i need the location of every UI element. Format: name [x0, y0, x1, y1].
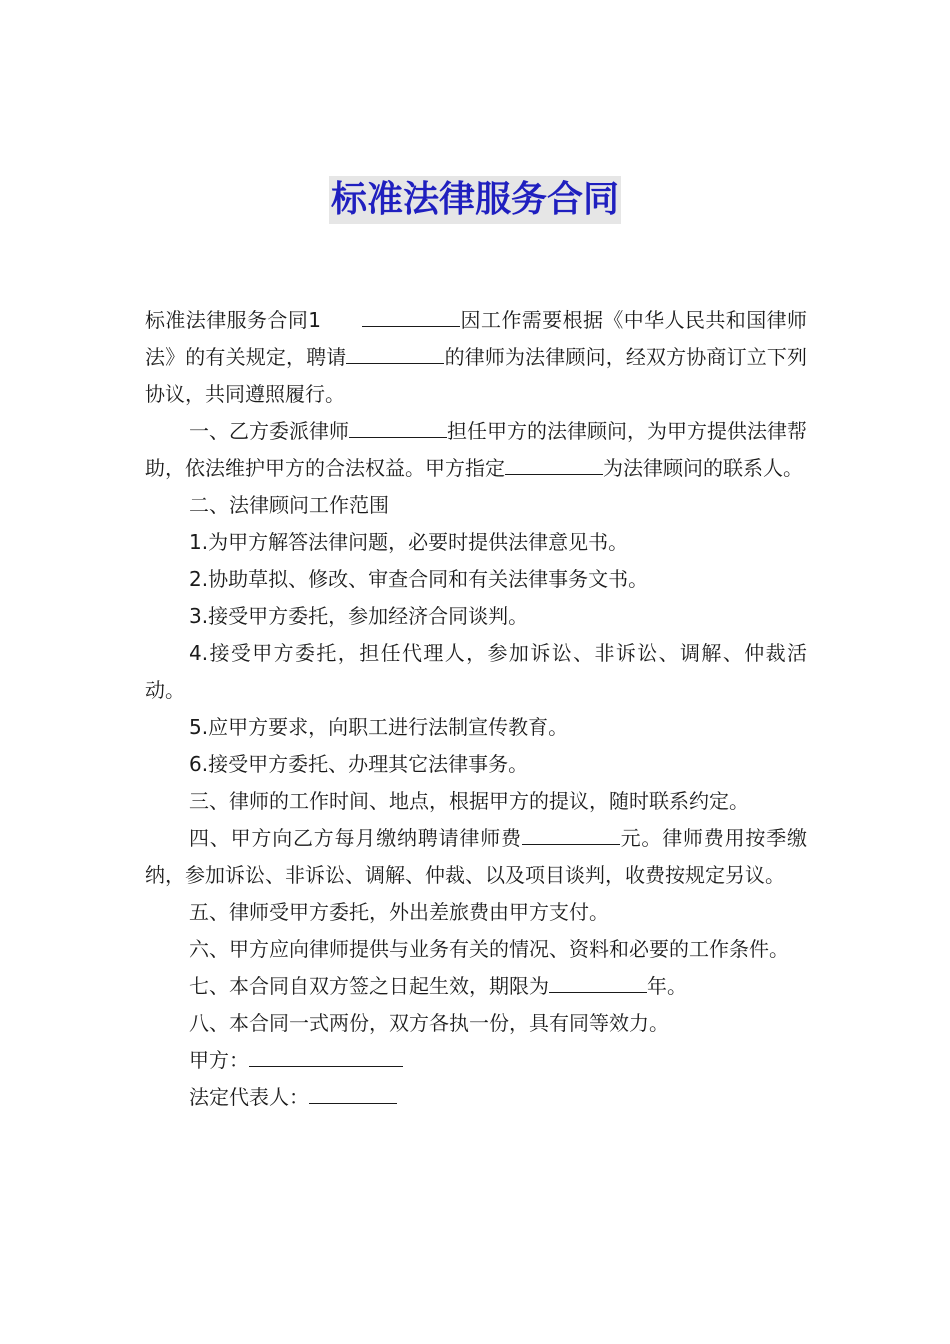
document-title: 标准法律服务合同: [329, 176, 621, 224]
legal-rep-signature-blank: [309, 1081, 397, 1104]
clause-7: [145, 968, 807, 1005]
party-a-signature-blank: [249, 1044, 403, 1067]
blank-field: [349, 415, 447, 438]
blank-field: [346, 341, 444, 364]
clause-7-text-a: 七、本合同自双方签之日起生效，期限为: [189, 974, 549, 998]
clause-3: 三、律师的工作时间、地点，根据甲方的提议，随时联系约定。: [189, 789, 749, 813]
blank-field: [362, 304, 460, 327]
clause-1-text-a: 一、乙方委派律师: [189, 419, 349, 443]
clause-1-text-b: 担任甲方的法律顾问，为甲方提供法律帮助，依法维护甲方的合法权益。甲方指定: [145, 419, 807, 480]
intro-paragraph: [145, 302, 807, 413]
clause-5: 五、律师受甲方委托，外出差旅费由甲方支付。: [189, 900, 609, 924]
clause-1: [145, 413, 807, 487]
scope-item: 6.接受甲方委托、办理其它法律事务。: [189, 752, 529, 776]
clause-4-text-b: 元。律师费用按季缴纳，参加诉讼、非诉讼、调解、仲裁、以及项目谈判，收费按规定另议。: [145, 826, 808, 887]
document-body: [145, 302, 807, 1116]
scope-item: 3.接受甲方委托，参加经济合同谈判。: [189, 604, 529, 628]
title-area: [0, 176, 950, 224]
blank-field: [549, 970, 647, 993]
party-a-label: 甲方：: [189, 1048, 249, 1072]
clause-4-text-a: 四、甲方向乙方每月缴纳聘请律师费: [189, 826, 522, 850]
clause-6: 六、甲方应向律师提供与业务有关的情况、资料和必要的工作条件。: [189, 937, 789, 961]
clause-1-text-c: 为法律顾问的联系人。: [603, 456, 803, 480]
clause-4: [145, 820, 807, 894]
clause-7-text-b: 年。: [647, 974, 687, 998]
clause-2-heading: 二、法律顾问工作范围: [189, 493, 389, 517]
legal-rep-line: [145, 1079, 807, 1116]
intro-text-b: 因工作需要根据《中华人民共和国律师法》的有关规定，聘请: [145, 308, 807, 369]
scope-item: 1.为甲方解答法律问题，必要时提供法律意见书。: [189, 530, 629, 554]
intro-text-a: 标准法律服务合同1: [145, 308, 363, 332]
blank-field: [505, 452, 603, 475]
legal-rep-label: 法定代表人：: [189, 1085, 309, 1109]
intro-text-c: 的律师为法律顾问，经双方协商订立下列协议，共同遵照履行。: [145, 345, 808, 406]
clause-8: 八、本合同一式两份，双方各执一份，具有同等效力。: [189, 1011, 669, 1035]
scope-item: 2.协助草拟、修改、审查合同和有关法律事务文书。: [189, 567, 649, 591]
blank-field: [522, 822, 620, 845]
scope-item: 5.应甲方要求，向职工进行法制宣传教育。: [189, 715, 569, 739]
scope-item: 4.接受甲方委托，担任代理人，参加诉讼、非诉讼、调解、仲裁活动。: [145, 641, 807, 702]
party-a-line: [145, 1042, 807, 1079]
